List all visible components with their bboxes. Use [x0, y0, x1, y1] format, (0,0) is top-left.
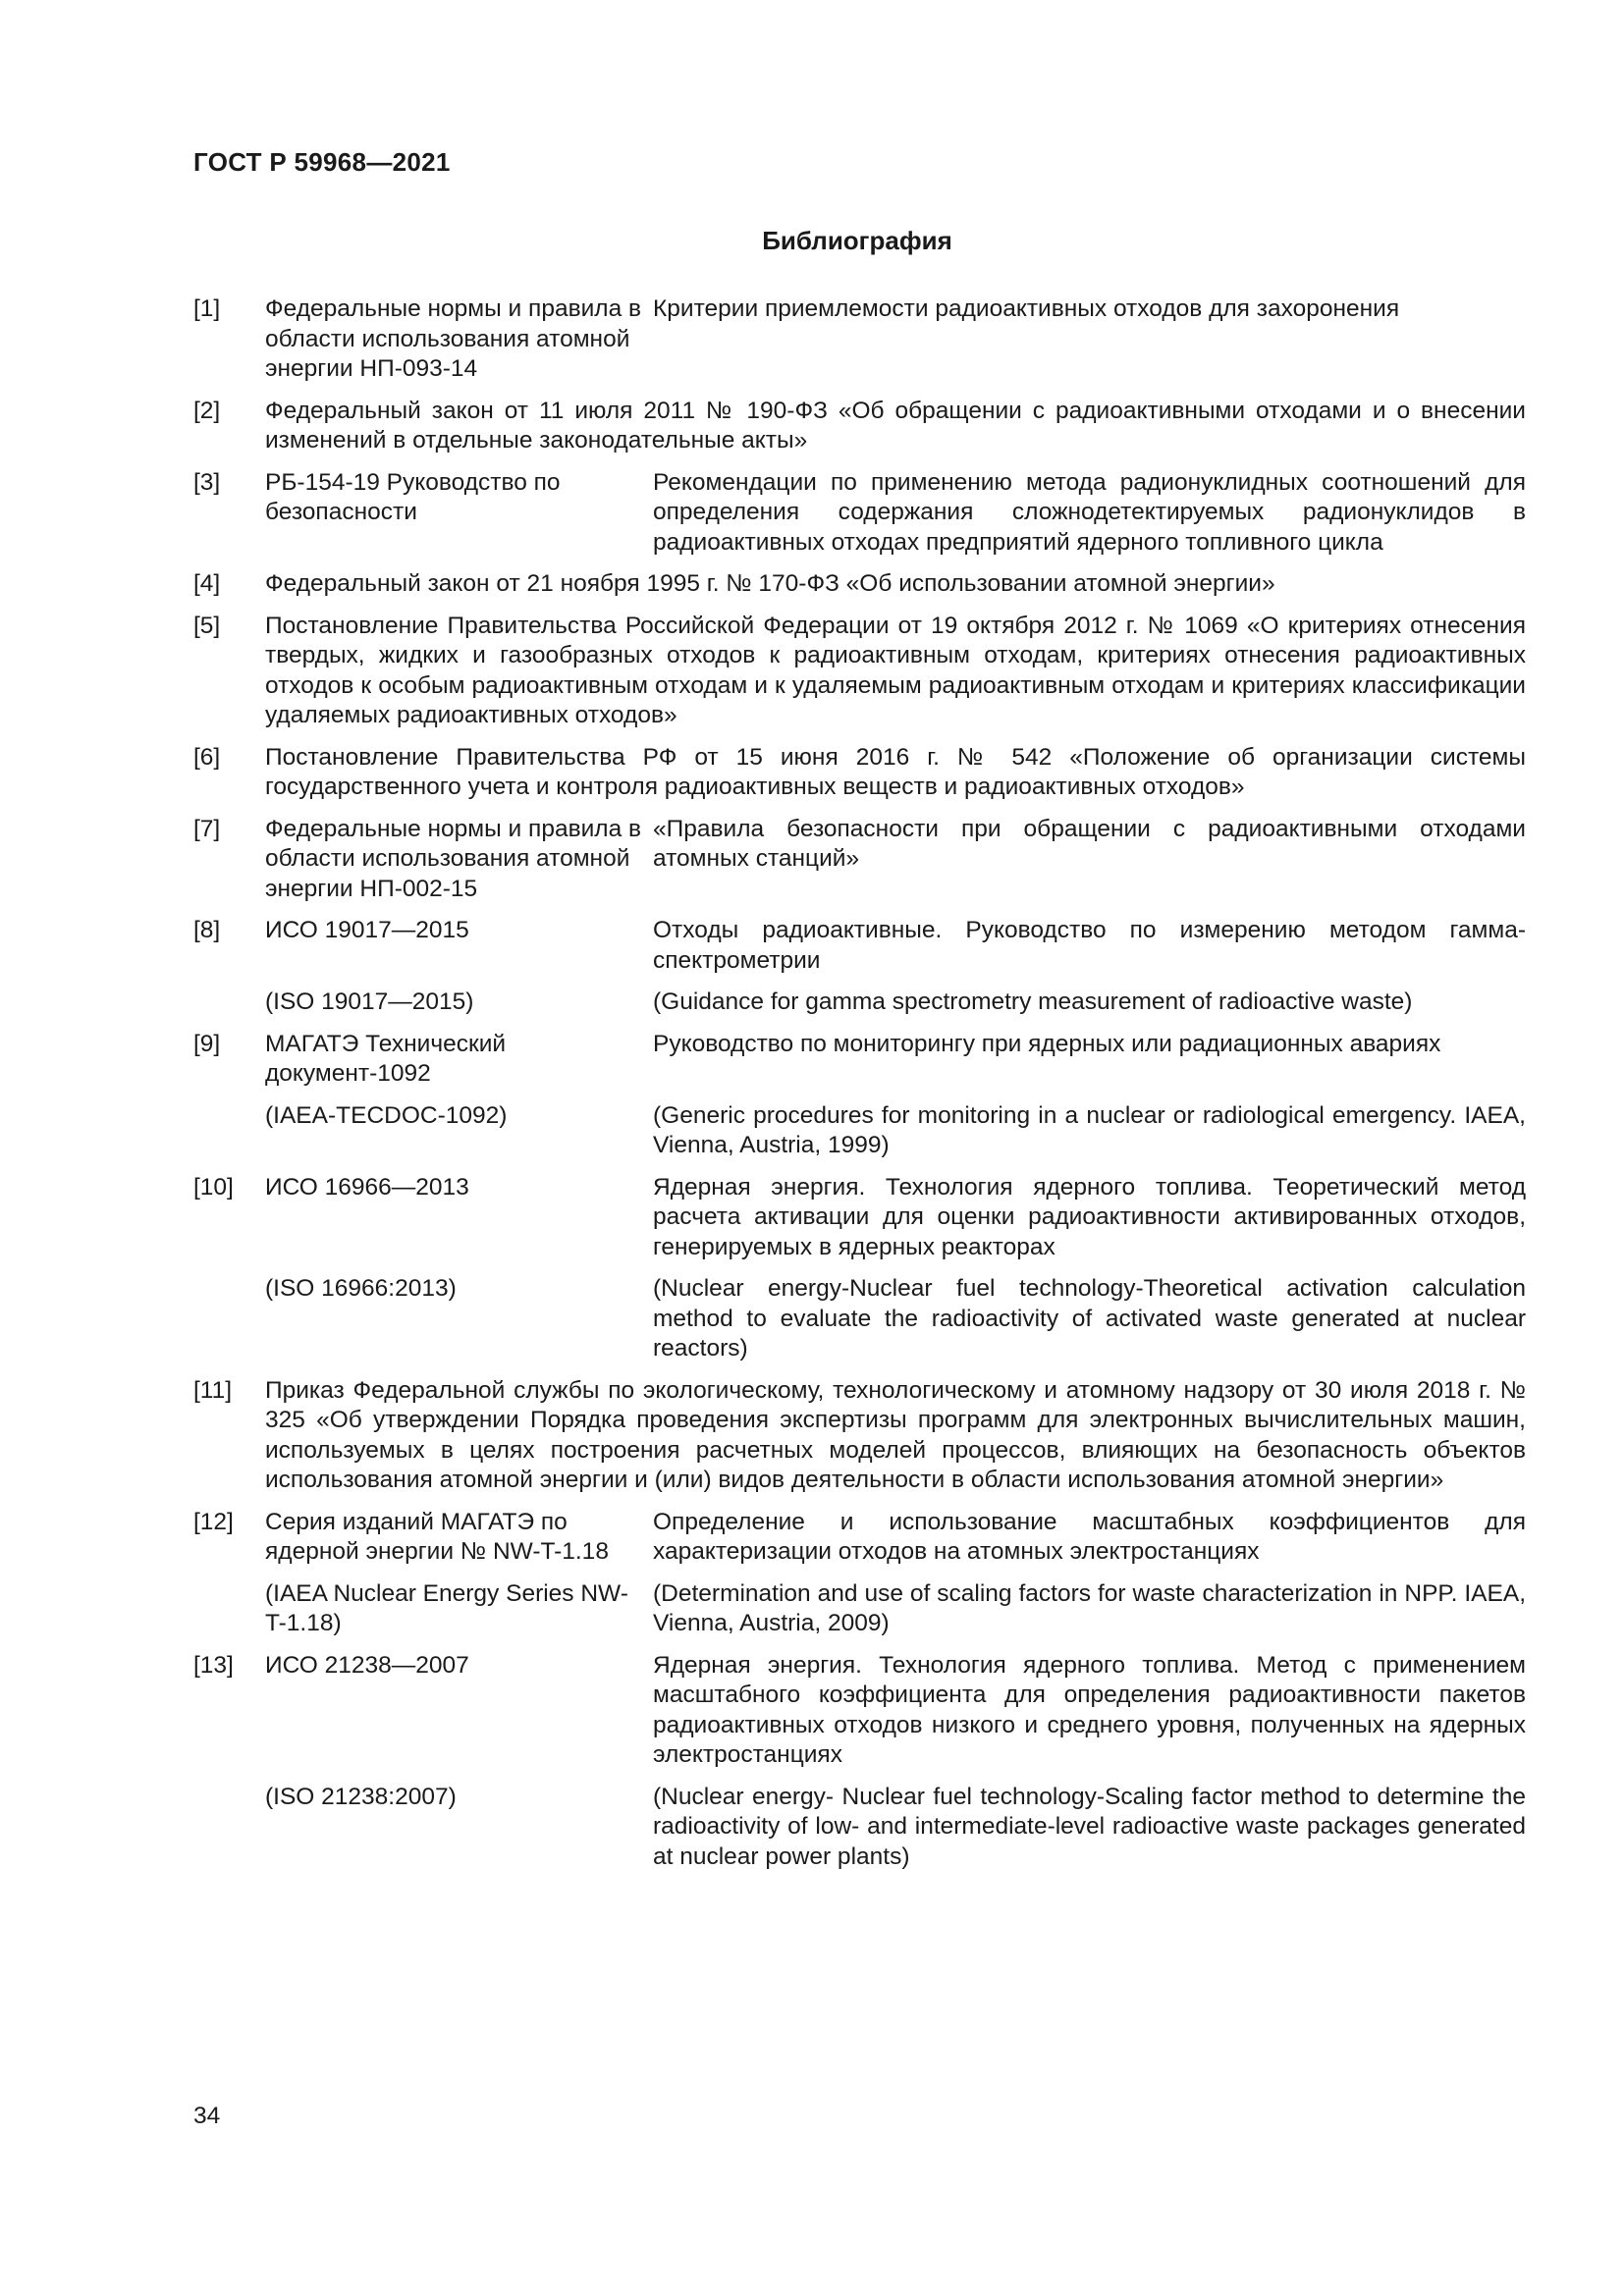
entry-number: [8]	[193, 917, 221, 943]
entry-source: Серия изданий МАГАТЭ по ядерной энергии № NW-T-1.18	[265, 1508, 609, 1565]
entry-title: Руководство по мониторингу при ядерных или радиационных авариях	[653, 1030, 1441, 1057]
entry-source-original: (IAEA Nuclear Energy Series NW-T-1.18)	[265, 1579, 628, 1636]
bibliography-entry	[193, 1651, 1526, 1873]
entry-title-original: (Guidance for gamma spectrometry measurement of radioactive waste)	[653, 988, 1413, 1015]
entry-text: Федеральный закон от 21 ноября 1995 г. № 170-ФЗ «Об использовании атомной энергии»	[265, 570, 1275, 597]
bibliography-entry	[193, 1376, 1526, 1496]
entry-title-original: (Nuclear energy- Nuclear fuel technology-Scaling factor method to determine the radioactivity of low- and intermediate-level radioactive waste packages generated at nuclear power plants)	[653, 1783, 1526, 1870]
entry-number: [2]	[193, 397, 221, 424]
entry-row	[265, 916, 1526, 976]
entry-source-original: (ISO 21238:2007)	[265, 1783, 457, 1810]
entry-number: [6]	[193, 743, 221, 771]
entry-row	[265, 294, 1526, 385]
bibliography-entry	[193, 397, 1526, 456]
entry-source: РБ-154-19 Руководство по безопасности	[265, 468, 561, 525]
entry-source: ИСО 19017—2015	[265, 917, 469, 943]
bibliography-entry	[193, 916, 1526, 1018]
entry-source: Федеральные нормы и правила в области использования атомной энергии НП-002-15	[265, 815, 642, 902]
bibliography-entry	[193, 294, 1526, 385]
entry-title-original: (Nuclear energy-Nuclear fuel technology-Theoretical activation calculation method to evaluate the radioactivity of activated waste generated at nuclear reactors)	[653, 1275, 1526, 1362]
entry-title: Отходы радиоактивные. Руководство по измерению методом гамма-спектрометрии	[653, 917, 1526, 974]
bibliography-entry	[193, 1173, 1526, 1364]
bibliography-entry	[193, 612, 1526, 731]
entry-title: «Правила безопасности при обращении с радиоактивными отходами атомных станций»	[653, 815, 1526, 872]
entry-number: [12]	[193, 1508, 234, 1535]
entry-number: [9]	[193, 1030, 221, 1057]
entry-row	[265, 1030, 1526, 1090]
bibliography-entry	[193, 569, 1526, 600]
entry-row	[265, 468, 1526, 559]
entry-source: МАГАТЭ Технический документ-1092	[265, 1030, 507, 1087]
entry-row	[265, 1173, 1526, 1263]
entry-title: Критерии приемлемости радиоактивных отходов для захоронения	[653, 295, 1400, 322]
entry-title: Ядерная энергия. Технология ядерного топлива. Теоретический метод расчета активации для оценки радиоактивности активированных отходов, генерируемых в ядерных реакторах	[653, 1173, 1526, 1260]
document-header: ГОСТ Р 59968—2021	[193, 147, 451, 177]
entry-text: Постановление Правительства Российской Федерации от 19 октября 2012 г. № 1069 «О критериях отнесения твердых, жидких и газообразных отходов к радиоактивным отходам, критериях отнесения радиоактивных отходов к особым радиоактивным отходам и к удаляемым радиоактивным отходам и критериях классификации удаляемых радиоактивных отходов»	[265, 612, 1526, 728]
bibliography-entry	[193, 1030, 1526, 1161]
entry-title: Определение и использование масштабных коэффициентов для характеризации отходов на атомных электростанциях	[653, 1508, 1526, 1565]
entry-number: [10]	[193, 1173, 234, 1201]
entry-source: Федеральные нормы и правила в области использования атомной энергии НП-093-14	[265, 295, 642, 382]
entry-row	[265, 1651, 1526, 1771]
entry-row-original	[265, 988, 1526, 1018]
entry-number: [13]	[193, 1651, 234, 1679]
entry-row	[265, 815, 1526, 905]
entry-text: Постановление Правительства РФ от 15 июня 2016 г. № 542 «Положение об организации системы государственного учета и контроля радиоактивных веществ и радиоактивных отходов»	[265, 743, 1526, 800]
page-number: 34	[193, 2103, 221, 2129]
entry-title-original: (Determination and use of scaling factors for waste characterization in NPP. IAEA, Vienna, Austria, 2009)	[653, 1579, 1526, 1636]
entry-title: Рекомендации по применению метода радионуклидных соотношений для определения содержания сложнодетектируемых радионуклидов в радиоактивных отходах предприятий ядерного топливного цикла	[653, 468, 1526, 556]
entry-number: [3]	[193, 468, 221, 496]
entry-row-original	[265, 1274, 1526, 1364]
entry-title: Ядерная энергия. Технология ядерного топлива. Метод с применением масштабного коэффициента для определения радиоактивности пакетов радиоактивных отходов низкого и среднего уровня, полученных на ядерных электростанциях	[653, 1651, 1526, 1768]
bibliography-list	[193, 294, 1526, 1884]
entry-number: [1]	[193, 295, 221, 322]
bibliography-entry	[193, 468, 1526, 559]
entry-number: [7]	[193, 815, 221, 842]
entry-row-original	[265, 1783, 1526, 1873]
entry-source-original: (IAEA-TECDOC-1092)	[265, 1101, 508, 1129]
entry-number: [5]	[193, 612, 221, 639]
bibliography-entry	[193, 743, 1526, 803]
page-title: Библиография	[762, 226, 952, 255]
entry-title-original: (Generic procedures for monitoring in a nuclear or radiological emergency. IAEA, Vienna, Austria, 1999)	[653, 1101, 1526, 1158]
bibliography-entry	[193, 1508, 1526, 1639]
entry-row-original	[265, 1579, 1526, 1639]
entry-source: ИСО 16966—2013	[265, 1173, 469, 1201]
entry-text: Федеральный закон от 11 июля 2011 № 190-ФЗ «Об обращении с радиоактивными отходами и о внесении изменений в отдельные законодательные акты»	[265, 397, 1526, 454]
entry-row-original	[265, 1101, 1526, 1161]
entry-row	[265, 1508, 1526, 1568]
entry-source-original: (ISO 19017—2015)	[265, 988, 474, 1015]
bibliography-entry	[193, 815, 1526, 905]
entry-text: Приказ Федеральной службы по экологическому, технологическому и атомному надзору от 30 июля 2018 г. № 325 «Об утверждении Порядка проведения экспертизы программ для электронных вычислительных машин, используемых в целях построения расчетных моделей процессов, влияющих на безопасность объектов использования атомной энергии и (или) видов деятельности в области использования атомной энергии»	[265, 1376, 1526, 1493]
entry-source-original: (ISO 16966:2013)	[265, 1275, 457, 1302]
entry-number: [4]	[193, 570, 221, 597]
entry-source: ИСО 21238—2007	[265, 1651, 469, 1679]
entry-number: [11]	[193, 1376, 233, 1404]
